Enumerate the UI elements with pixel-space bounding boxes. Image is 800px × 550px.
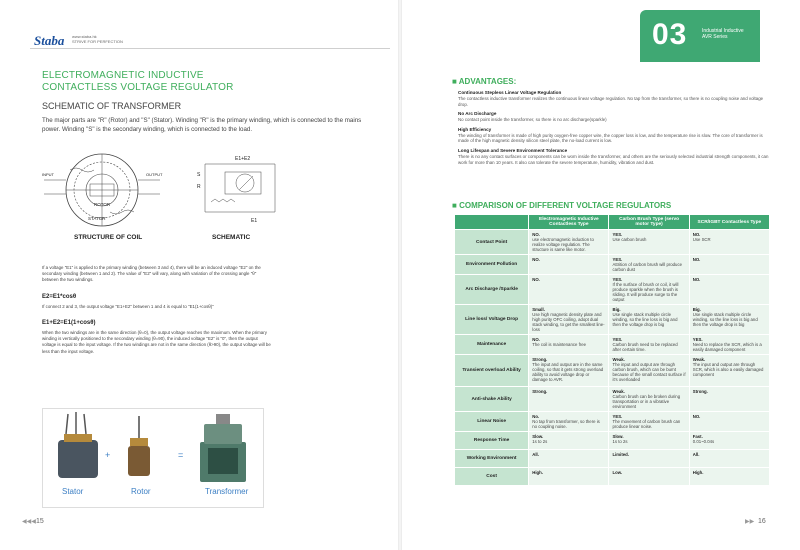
cell-detail: Attrition of carbon brush will produce carbon dust — [612, 262, 682, 272]
cell-verdict: YES. — [612, 232, 623, 237]
cell-detail: Use carbon brush — [612, 237, 647, 242]
paragraph-3: When the two windings are in the same direction (θ=0), the output voltage reaches the maximum. When the primary winding is vertically positioned to the secondary winding (θ=90), the induced voltage "E2" is "0", then the output voltage is equal to the input voltage. If the two windings are not in the same direction (θ>90), the output voltage will be less than the input voltage. — [42, 330, 271, 354]
cell-verdict: Big. — [692, 307, 701, 312]
advantage-item — [458, 90, 773, 107]
cell-verdict: NO. — [532, 337, 540, 342]
advantage-item — [458, 148, 773, 165]
table-cell — [609, 255, 689, 275]
table-cell — [529, 230, 609, 255]
table-cell — [689, 412, 769, 432]
table-cell — [609, 450, 689, 468]
cell-verdict: NO. — [692, 232, 701, 237]
table-cell — [529, 450, 609, 468]
title-line-2: CONTACTLESS VOLTAGE REGULATOR — [42, 82, 234, 93]
cell-verdict: Weak. — [612, 357, 625, 362]
row-label: Contact Point — [455, 230, 529, 255]
comparison-table — [454, 214, 770, 486]
cell-verdict: NO. — [692, 257, 701, 262]
brand-slogan: STRIVE FOR PERFECTION — [72, 39, 123, 44]
schematic-heading: SCHEMATIC OF TRANSFORMER — [42, 101, 182, 111]
table-row — [455, 387, 770, 412]
cell-detail: The movement of carbon brush can produce linear noise. — [612, 419, 681, 429]
cell-detail: No tap from transformer, so there is no coupling noise. — [532, 419, 600, 429]
table-row — [455, 275, 770, 305]
row-label: Arc Discharge /Sparkle — [455, 275, 529, 305]
table-cell — [609, 305, 689, 335]
paragraph-1: If a voltage "E1" is applied to the primary winding (between 3 and 4), there will be an induced voltage "E2" on the secondary winding (between 1 and 2). The value of "E2" will vary, along with variation of the crossing angle "θ" between the two windings. — [42, 265, 261, 283]
cell-detail: The input and output are through SCR, which is also a easily damaged component — [692, 362, 764, 377]
table-row — [455, 432, 770, 450]
cell-verdict: Low. — [612, 470, 623, 475]
table-row — [455, 355, 770, 387]
cell-detail: Use high magnetic density plate and high purity OFC coiling, adopt dual stack winding, to get the smallest line-loss — [532, 312, 605, 332]
advantages-title-text: ADVANTAGES: — [458, 77, 517, 86]
schematic-figure — [195, 150, 285, 230]
formula-1: E2=E1*cosθ — [42, 294, 77, 300]
e1-label: E1 — [251, 218, 258, 224]
advantage-title: Continuous Stepless Linear Voltage Regulation — [458, 90, 562, 95]
schematic-caption: SCHEMATIC — [212, 234, 251, 241]
row-label: Transient overload Ability — [455, 355, 529, 387]
row-label: Linear Noise — [455, 412, 529, 432]
row-label: Environment Pollution — [455, 255, 529, 275]
brand-logo: Staba — [34, 33, 65, 48]
input-label: INPUT — [42, 172, 54, 177]
cell-verdict: NO. — [692, 277, 701, 282]
table-cell — [689, 432, 769, 450]
cell-detail: The input and output are in the same coiling, so that it gets strong overload ability to avoid voltage drop or damage to AVR. — [532, 362, 604, 382]
intro-paragraph: The major parts are "R" (Rotor) and "S" (Stator). Winding "R" is the primary winding, which is connected to the mains power. Winding "S" is the secondary winding, which is connected to the load. — [42, 117, 362, 133]
cell-detail: If the surface of brush or coil, it will produce sparkle when the brush is sliding. It will produce surge to the output — [612, 282, 679, 302]
table-cell — [609, 230, 689, 255]
table-row — [455, 230, 770, 255]
cell-detail: Carbon brush need to be replaced after certain time. — [612, 342, 678, 352]
cell-detail: use electromagnetic induction to realize voltage regulation. The structure is same like motor. — [532, 237, 594, 252]
cell-verdict: YES. — [612, 337, 623, 342]
cell-verdict: Fast. — [692, 434, 703, 439]
cell-detail: The coil is maintenance free — [532, 342, 586, 347]
cell-verdict: YES. — [612, 277, 623, 282]
transformer-photo-label: Transformer — [205, 487, 249, 496]
cell-verdict: Weak. — [692, 357, 706, 362]
stator-photo-label: Stator — [62, 487, 84, 496]
table-cell — [689, 335, 769, 355]
cell-detail: Use single stack multiple circle winding, so the line loss is big and then the voltage drop is big — [692, 312, 758, 327]
page-number-left: 15 — [36, 518, 44, 525]
s-label: S — [197, 172, 201, 178]
advantages-list — [458, 90, 773, 169]
table-cell — [689, 450, 769, 468]
prev-arrows-icon: ◀◀◀ — [22, 519, 36, 525]
page-title — [42, 70, 234, 94]
cell-detail: Need to replace the SCR, which is a easily damaged component — [692, 342, 762, 352]
series-line-2: AVR Series — [702, 34, 728, 40]
book-spine — [398, 0, 402, 550]
cell-detail: The input and output are through carbon brush, which can be burnt because of the small contact surface if it's overloaded — [612, 362, 686, 382]
table-row — [455, 335, 770, 355]
coil-caption: STRUCTURE OF COIL — [74, 234, 143, 241]
brand-site: www.staba.hk — [72, 34, 97, 39]
cell-verdict: Limited. — [612, 452, 629, 457]
r-label: R — [197, 184, 201, 190]
advantages-title: ■ ADVANTAGES: — [452, 77, 517, 86]
table-cell — [529, 305, 609, 335]
table-cell — [609, 412, 689, 432]
table-cell — [689, 387, 769, 412]
header-cell — [455, 215, 529, 230]
cell-verdict: All. — [692, 452, 700, 457]
rotor-photo-label: Rotor — [131, 487, 151, 496]
advantage-title: High Efficiency — [458, 126, 492, 132]
table-cell — [609, 432, 689, 450]
series-label — [702, 28, 744, 40]
advantage-text: No contact point inside the transformer, so there is no arc discharge(sparkle) — [458, 117, 607, 123]
stator-label: STATOR — [88, 216, 106, 221]
cell-verdict: No. — [532, 414, 540, 419]
table-cell — [689, 305, 769, 335]
brand-tagline — [72, 34, 123, 44]
table-body — [455, 230, 770, 486]
cell-verdict: YES. — [612, 414, 623, 419]
table-cell — [689, 355, 769, 387]
cell-verdict: YES. — [692, 337, 703, 342]
cell-verdict: Slow. — [532, 434, 544, 439]
equals-sign: = — [178, 450, 184, 460]
header-cell: Electromagnetic Inductive Contactless Type — [529, 215, 609, 230]
header-cell: Carbon Brush Type (servo motor Type) — [609, 215, 689, 230]
cell-verdict: YES. — [612, 257, 623, 262]
page-number-right: 16 — [758, 518, 766, 525]
cell-verdict: NO. — [532, 257, 540, 262]
cell-verdict: Slow. — [612, 434, 624, 439]
row-label: Response Time — [455, 432, 529, 450]
cell-verdict: Weak. — [612, 389, 625, 394]
table-cell — [529, 432, 609, 450]
table-cell — [529, 335, 609, 355]
series-number: 03 — [652, 18, 688, 51]
cell-detail: Use SCR — [692, 237, 711, 242]
table-cell — [609, 387, 689, 412]
header-divider — [30, 48, 390, 49]
table-row — [455, 305, 770, 335]
comparison-title-text: COMPARISON OF DIFFERENT VOLTAGE REGULATORS — [459, 201, 672, 210]
plus-sign: + — [105, 450, 111, 460]
table-cell — [529, 355, 609, 387]
table-cell — [609, 275, 689, 305]
row-label: Working Environment — [455, 450, 529, 468]
table-cell — [529, 468, 609, 486]
table-row — [455, 255, 770, 275]
table-header-row — [455, 215, 770, 230]
row-label: Cost — [455, 468, 529, 486]
row-label: Line loss/ Voltage Drop — [455, 305, 529, 335]
cell-verdict: High. — [532, 470, 543, 475]
table-cell — [689, 468, 769, 486]
cell-detail: Carbon brush can be broken during transportation or in a vibrative environment — [612, 394, 681, 409]
cell-verdict: Strong. — [692, 389, 708, 394]
advantage-text: The winding of transformer is made of high purity oxygen-free copper wire, the copper loss is low, and the temperature rise is slow. The core of transformer is made of the high magnetic density silicon steel plate, the no-load current is low. — [458, 132, 763, 144]
next-arrows-icon: ▶▶ — [745, 519, 755, 525]
advantage-item — [458, 127, 773, 144]
table-cell — [529, 255, 609, 275]
advantage-title: No Arc Discharge — [458, 111, 497, 117]
cell-verdict: High. — [692, 470, 704, 475]
header-cell: SCR/IGBT Contactless Type — [689, 215, 769, 230]
advantage-text: The contactless inductive transformer realizes the continuous linear voltage regulation. No tap from the transformer, so there is no coupling noise and voltage drop. — [458, 96, 764, 107]
cell-verdict: Small. — [532, 307, 545, 312]
advantage-text: There is no any contact surfaces or components can be worn inside the transformer, and others are the seriously selected industrial strength components, it can work for more than 10 years. It also can tolerate the severe temperature, humidity, vibration and dust. — [458, 153, 769, 165]
cell-detail: 1s to 2s — [612, 439, 628, 444]
row-label: Maintenance — [455, 335, 529, 355]
cell-verdict: NO. — [532, 277, 540, 282]
table-row — [455, 412, 770, 432]
cell-detail: 0.01~0.04s — [692, 439, 715, 444]
cell-verdict: Strong. — [532, 389, 548, 394]
advantage-title: Long Lifespan and Severe Environment Tolerance — [458, 147, 568, 153]
table-cell — [529, 412, 609, 432]
title-line-1: ELECTROMAGNETIC INDUCTIVE — [42, 70, 204, 81]
table-cell — [529, 275, 609, 305]
cell-verdict: NO. — [692, 414, 701, 419]
table-row — [455, 450, 770, 468]
output-label: OUTPUT — [146, 172, 163, 177]
advantage-item — [458, 111, 773, 123]
components-illustration — [50, 412, 260, 490]
table-cell — [689, 255, 769, 275]
cell-verdict: Big. — [612, 307, 621, 312]
table-cell — [529, 387, 609, 412]
table-cell — [689, 230, 769, 255]
coil-structure-figure — [40, 150, 170, 240]
formula-2: E1+E2=E1(1+cosθ) — [42, 320, 96, 326]
cell-verdict: Strong. — [532, 357, 548, 362]
table-row — [455, 468, 770, 486]
comparison-title: ■ COMPARISON OF DIFFERENT VOLTAGE REGULATORS — [452, 201, 672, 210]
e1e2-label: E1+E2 — [235, 156, 251, 162]
row-label: Anti-shake Ability — [455, 387, 529, 412]
cell-verdict: NO. — [532, 232, 540, 237]
table-cell — [609, 355, 689, 387]
paragraph-2: If connect 2 and 3, the output voltage "E1+E2" between 1 and 4 is equal to "E1(1+cosθ)" — [42, 304, 214, 309]
series-line-1: Industrial Inductive — [702, 28, 744, 34]
rotor-label: ROTOR — [94, 202, 111, 207]
cell-detail: 1s to 2s — [532, 439, 548, 444]
table-cell — [609, 468, 689, 486]
cell-verdict: All. — [532, 452, 539, 457]
table-cell — [609, 335, 689, 355]
table-cell — [689, 275, 769, 305]
cell-detail: Use single stack multiple circle winding, so the line loss is big and then the voltage drop is big — [612, 312, 678, 327]
